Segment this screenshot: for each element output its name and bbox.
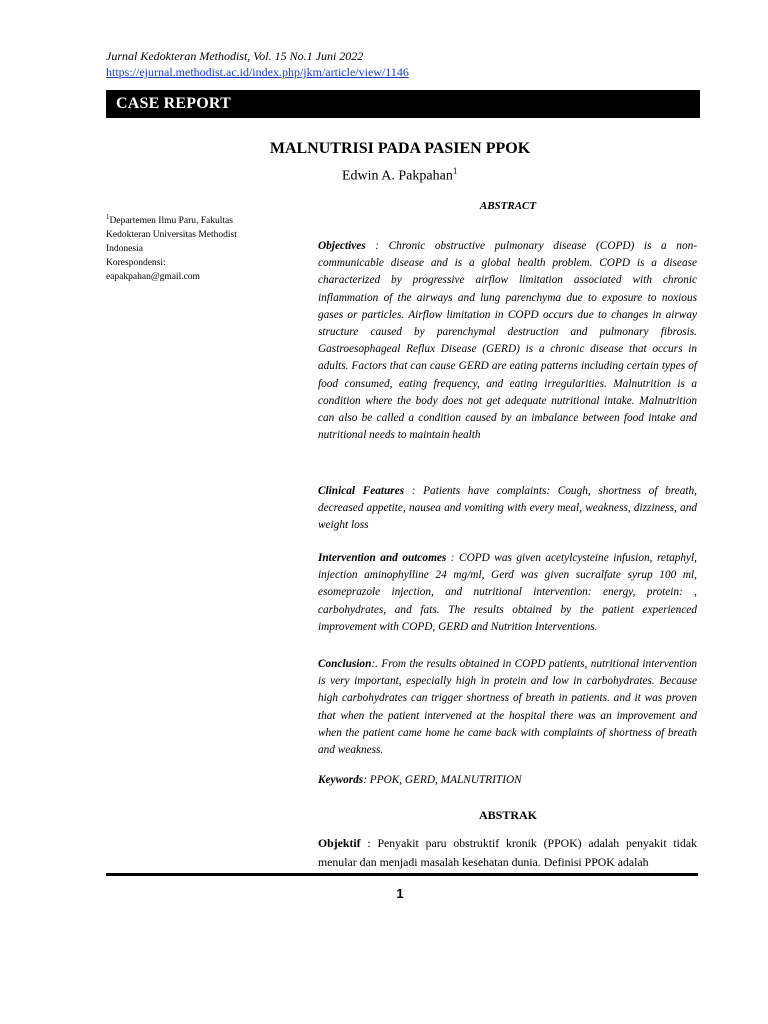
abstract-intervention	[318, 550, 697, 636]
affiliation-superscript: 1	[106, 213, 110, 221]
abstract-heading: ABSTRACT	[479, 200, 537, 212]
author-superscript: 1	[452, 166, 458, 176]
abstract-conclusion	[318, 656, 697, 759]
affiliation-line: $^1$Departemen Ilmu Paru, Fakultas	[106, 213, 233, 227]
objektif-label: Objektif	[318, 836, 361, 850]
correspondence-label: Korespondensi:	[106, 258, 166, 269]
conclusion-text: :. From the results obtained in COPD patients, nutritional intervention is very important, especially high in protein and low in carbohydrates. Because high carbohydrates can trigger shortness of breath in patients. and it was proven that when the patient intervened at the hospital there was an improvement and when the patient came home he came back with complaints of shortness of breath and weakness.	[318, 658, 697, 757]
journal-citation: Jurnal Kedokteran Methodist, Vol. 15 No.1 Juni 2022	[106, 49, 364, 63]
abstrak-objektif	[318, 834, 697, 872]
clinical-text: : Patients have complaints: Cough, shortness of breath, decreased appetite, nausea and vomiting with every meal, weakness, dizziness, and weight loss	[318, 485, 697, 532]
article-url-link[interactable]: https://ejurnal.methodist.ac.id/index.php/jkm/article/view/1146	[106, 65, 409, 79]
section-label: CASE REPORT	[116, 95, 231, 112]
intervention-label: Intervention and outcomes	[318, 552, 447, 564]
keywords-text: : PPOK, GERD, MALNUTRITION	[363, 774, 522, 786]
affiliation-block	[106, 210, 276, 284]
intervention-text: : COPD was given acetylcysteine infusion, retaphyl, injection aminophylline 24 mg/ml, Gerd was given sucralfate syrup 100 ml, esomeprazole injection, and nutritional intervention: energy, protein: , carbohydrates, and fats. The results obtained by the patient experienced improvement with COPD, GERD and Nutrition Interventions.	[318, 552, 698, 633]
keywords-label: Keywords	[318, 774, 364, 786]
objektif-text: : Penyakit paru obstruktif kronik (PPOK) adalah penyakit tidak menular dan menjadi masalah kesehatan dunia. Definisi PPOK adalah	[318, 836, 697, 869]
affiliation-line: Indonesia	[106, 244, 143, 255]
correspondence-email: eapakpahan@gmail.com	[106, 272, 200, 283]
affiliation-line: Kedokteran Universitas Methodist	[106, 230, 237, 241]
author-line	[342, 162, 457, 186]
clinical-label: Clinical Features	[318, 485, 405, 497]
objectives-text: : Chronic obstructive pulmonary disease (COPD) is a non-communicable disease and is a global health problem. COPD is a disease characterized by progressive airflow limitation associated with chronic inflammation of the airways and lung parenchyma due to exposure to noxious gases or particles. Airflow limitation in COPD occurs due to changes in airway structure caused by parenchymal destruction and pulmonary fibrosis. Gastroesophageal Reflux Disease (GERD) is a chronic disease that occurs in adults. Factors that can cause GERD are eating patterns including certain types of food consumed, eating frequency, and eating irregularities. Malnutrition is a condition where the body does not get adequate nutritional intake. Malnutrition can also be called a condition caused by an imbalance between food intake and nutritional needs to maintain health	[318, 240, 697, 442]
objectives-label: Objectives	[318, 240, 366, 252]
page-number: 1	[396, 886, 404, 901]
abstrak-heading: ABSTRAK	[478, 808, 537, 822]
section-banner	[106, 90, 700, 118]
author-name: Edwin A. Pakpahan	[342, 168, 453, 184]
conclusion-label: Conclusion	[318, 658, 372, 670]
article-title: MALNUTRISI PADA PASIEN PPOK	[269, 140, 531, 157]
abstract-keywords	[318, 772, 697, 789]
abstract-objectives	[318, 238, 697, 444]
footer-rule	[106, 873, 698, 876]
abstract-clinical-features	[318, 483, 697, 535]
